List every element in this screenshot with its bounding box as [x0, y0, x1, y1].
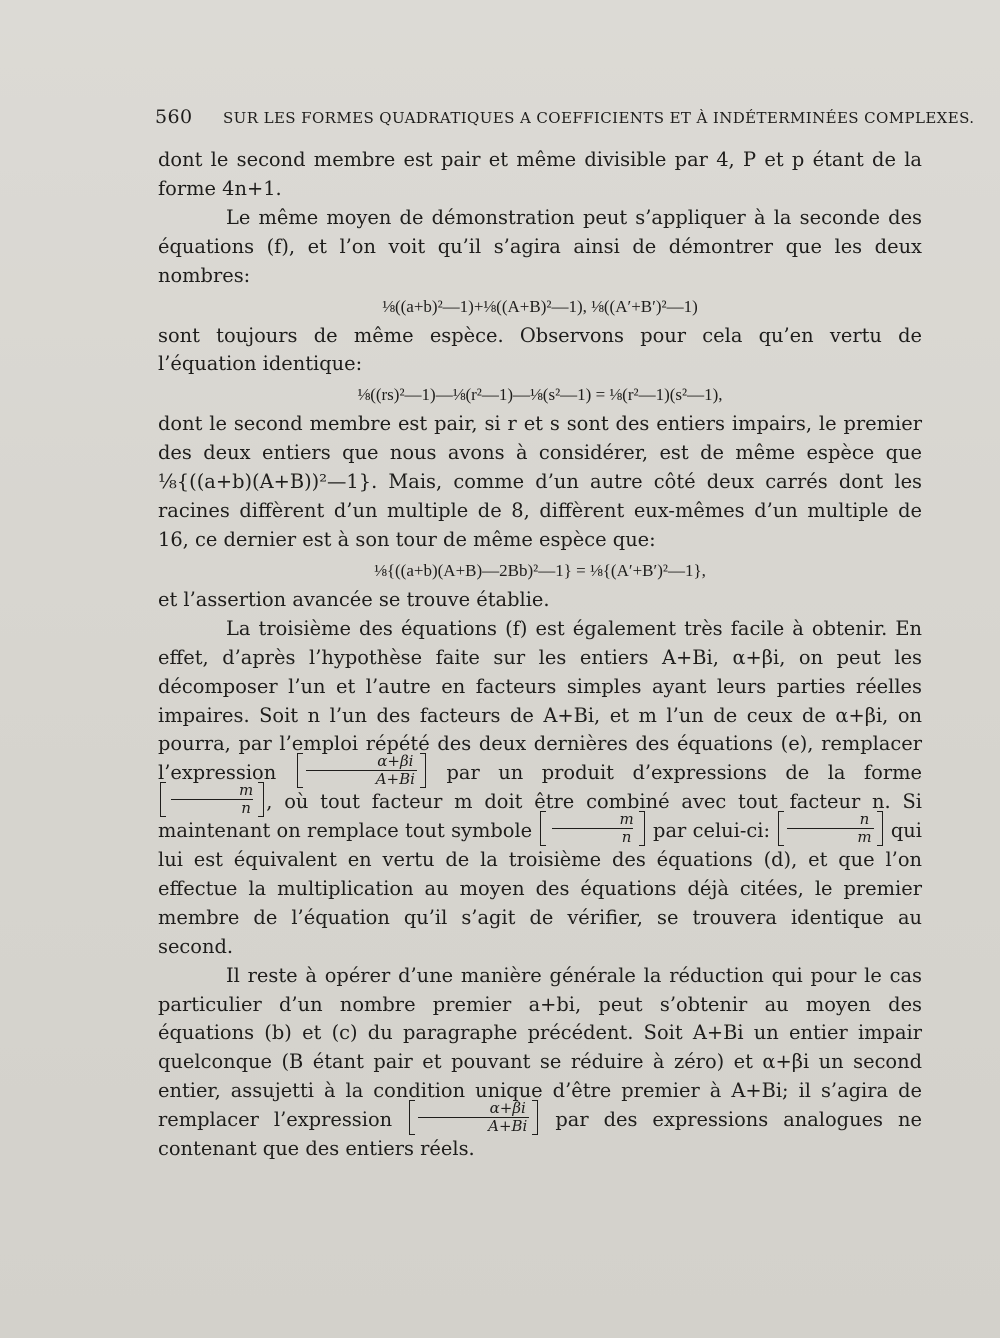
paragraph-5: et l’assertion avancée se trouve établie. [158, 587, 550, 611]
bracket-symbol-n-over-m [778, 811, 882, 846]
fraction-denominator: n [552, 828, 634, 846]
bracket-symbol-alpha-over-A-2 [409, 1100, 538, 1135]
paragraph-7-part-b: par des expressions analogues ne contenant que des entiers réels. [158, 1108, 922, 1161]
page-number: 560 [155, 106, 193, 128]
bracket-symbol-m-over-n-2 [540, 811, 644, 846]
fraction-denominator: m [787, 828, 873, 846]
fraction-denominator: A+Bi [306, 770, 417, 788]
page-body [158, 146, 922, 1164]
equation-1: ⅛((a+b)²—1)+⅛((A+B)²—1), ⅛((A′+B′)²—1) [382, 296, 698, 316]
fraction-numerator: n [859, 809, 870, 828]
fraction-numerator: m [619, 809, 634, 828]
fraction-numerator: α+βi [489, 1098, 526, 1117]
paragraph-6-part-d: par celui-ci: [653, 819, 770, 843]
page-header [155, 106, 975, 130]
paragraph-6-part-b: par un produit d’expressions de la forme [446, 761, 922, 785]
bracket-symbol-alpha-over-A [297, 753, 426, 788]
paragraph-4: dont le second membre est pair, si r et s sont des entiers impairs, le premier des deux entiers que nous avons à considérer, est de même espèce que ⅛{((a+b)(A+B))²—1}. Mais, comme d’un autre côté deux carrés dont les racines diffèrent d’un multiple de 8, diffèrent eux-mêmes d’un multiple de 16, ce dernier est à son tour de même espèce que: [158, 412, 922, 551]
paragraph-6-part-a: La troisième des équations (f) est également très facile à obtenir. En effet, d’après l’hypothèse faite sur les entiers A+Bi, α+βi, on peut les décomposer l’un et l’autre en facteurs simples ayant leurs parties réelles impaires. Soit n l’un des facteurs de A+Bi, et m l’un de ceux de α+βi, on pourra, par l’emploi répété des deux dernières des équations (e), remplacer l’expression [158, 616, 922, 785]
paragraph-7 [158, 962, 922, 1164]
paragraph-3: sont toujours de même espèce. Observons pour cela qu’en vertu de l’équation identique: [158, 323, 922, 376]
paragraph-7-part-a: Il reste à opérer d’une manière générale la réduction qui pour le cas particulier d’un nombre premier a+bi, peut s’obtenir au moyen des équations (b) et (c) du paragraphe précédent. Soit A+Bi un entier impair quelconque (B étant pair et pouvant se réduire à zéro) et α+βi un second entier, assujetti à la condition unique d’être premier à A+Bi; il s’agira de remplacer l’expression [158, 963, 922, 1132]
fraction-numerator: m [239, 780, 254, 799]
paragraph-1: dont le second membre est pair et même divisible par 4, P et p étant de la forme 4n+1. [158, 148, 922, 200]
fraction-denominator: A+Bi [418, 1117, 529, 1135]
paragraph-6-part-c: , où tout facteur m doit être combiné avec tout facteur n. Si maintenant on remplace tout symbole [158, 790, 922, 843]
equation-2: ⅛((rs)²—1)—⅛(r²—1)—⅛(s²—1) = ⅛(r²—1)(s²—1), [357, 385, 723, 405]
paragraph-6 [158, 615, 922, 962]
fraction-denominator: n [171, 799, 253, 817]
equation-3: ⅛{((a+b)(A+B)—2Bb)²—1} = ⅛{(A′+B′)²—1}, [374, 560, 706, 580]
fraction-numerator: α+βi [377, 751, 414, 770]
running-title: SUR LES FORMES QUADRATIQUES A COEFFICIENTS ET À INDÉTERMINÉES COMPLEXES. [223, 109, 975, 127]
paragraph-2: Le même moyen de démonstration peut s’appliquer à la seconde des équations (f), et l’on voit qu’il s’agira ainsi de démontrer que les deux nombres: [158, 205, 922, 287]
bracket-symbol-m-over-n [160, 782, 264, 817]
paragraph-6-part-e: qui lui est équivalent en vertu de la troisième des équations (d), et que l’on effectue la multiplication au moyen des équations déjà citées, le premier membre de l’équation qu’il s’agit de vérifier, se trouvera identique au second. [158, 819, 922, 958]
